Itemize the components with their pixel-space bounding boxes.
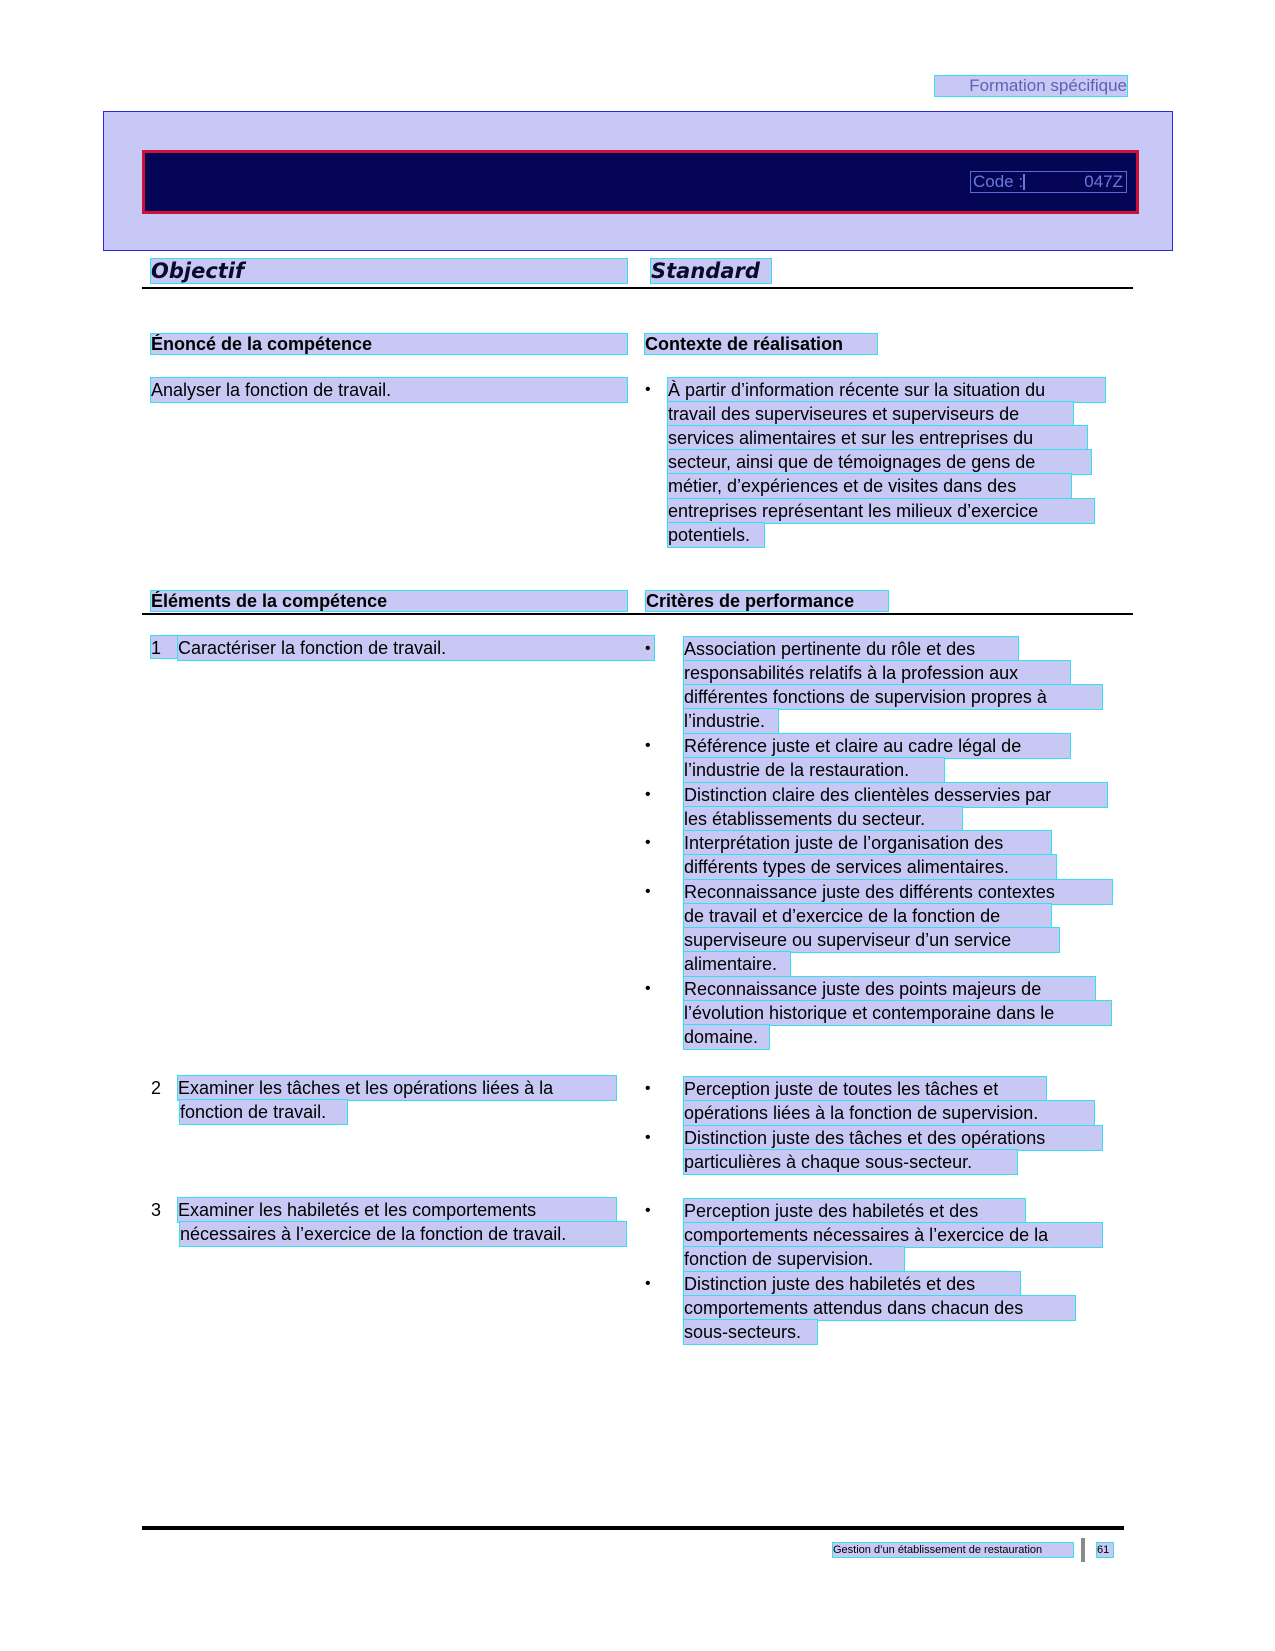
heading-contexte: Contexte de réalisation [645,334,877,354]
code-box [970,171,1127,193]
section-rule [142,613,1133,615]
heading-elements: Éléments de la compétence [151,591,627,611]
criterion-line: responsabilités relatifs à la profession aux [684,661,1070,685]
criterion-line: sous-secteurs. [684,1320,817,1344]
criterion-line: Interprétation juste de l’organisation des [684,831,1051,855]
criterion-line: fonction de supervision. [684,1247,904,1271]
criterion-bullet: • [645,1080,651,1097]
criterion-line: domaine. [684,1025,769,1049]
context-line: entreprises représentant les milieux d’exercice [668,499,1094,523]
footer-title: Gestion d’un établissement de restauration [833,1543,1073,1557]
footer-separator [1081,1538,1085,1562]
criterion-line: Association pertinente du rôle et des [684,637,1018,661]
footer-rule [142,1526,1124,1530]
context-bullet: • [645,381,651,398]
competence-statement: Analyser la fonction de travail. [151,378,627,402]
column-heading-objectif: Objectif [151,259,627,283]
criterion-line: opérations liées à la fonction de supervision. [684,1101,1094,1125]
criterion-line: superviseure ou superviseur d’un service [684,928,1059,952]
code-label: Code : [973,172,1024,191]
context-line: À partir d’information récente sur la situation du [668,378,1105,402]
page-number: 61 [1097,1543,1113,1557]
criterion-line: de travail et d’exercice de la fonction de [684,904,1051,928]
context-line: métier, d’expériences et de visites dans des [668,474,1071,498]
context-line: travail des superviseures et superviseurs de [668,402,1073,426]
element-text-line: Examiner les tâches et les opérations liées à la [178,1076,616,1100]
criterion-bullet: • [645,640,651,657]
criterion-line: Reconnaissance juste des différents contextes [684,880,1112,904]
code-separator [1023,174,1025,190]
context-line: services alimentaires et sur les entreprises du [668,426,1087,450]
criterion-bullet: • [645,883,651,900]
criterion-line: l’industrie. [684,709,778,733]
heading-enonce: Énoncé de la compétence [151,334,627,354]
criterion-line: Distinction claire des clientèles desservies par [684,783,1107,807]
criterion-line: comportements nécessaires à l’exercice de la [684,1223,1102,1247]
element-number: 2 [151,1078,162,1098]
element-number: 3 [151,1200,162,1220]
criterion-bullet: • [645,834,651,851]
criterion-line: comportements attendus dans chacun des [684,1296,1075,1320]
criterion-line: alimentaire. [684,952,790,976]
criterion-line: particulières à chaque sous-secteur. [684,1150,1017,1174]
context-line: potentiels. [668,523,764,547]
column-heading-standard: Standard [651,259,771,283]
criterion-line: Perception juste de toutes les tâches et [684,1077,1046,1101]
criterion-bullet: • [645,1275,651,1292]
element-text-line: Caractériser la fonction de travail. [178,636,654,660]
criterion-line: Perception juste des habiletés et des [684,1199,1025,1223]
running-header: Formation spécifique [935,76,1127,96]
element-number: 1 [151,638,162,658]
heading-criteres: Critères de performance [646,591,888,611]
code-value: 047Z [1084,172,1123,191]
criterion-line: Reconnaissance juste des points majeurs de [684,977,1095,1001]
element-text-line: nécessaires à l’exercice de la fonction de travail. [180,1222,626,1246]
criterion-line: Référence juste et claire au cadre légal de [684,734,1070,758]
criterion-line: les établissements du secteur. [684,807,962,831]
criterion-bullet: • [645,980,651,997]
criterion-line: Distinction juste des tâches et des opérations [684,1126,1102,1150]
context-line: secteur, ainsi que de témoignages de gens de [668,450,1091,474]
criterion-line: l’évolution historique et contemporaine dans le [684,1001,1111,1025]
criterion-line: différentes fonctions de supervision propres à [684,685,1102,709]
criterion-line: Distinction juste des habiletés et des [684,1272,1020,1296]
criterion-line: l’industrie de la restauration. [684,758,944,782]
element-text-line: Examiner les habiletés et les comportements [178,1198,616,1222]
criterion-line: différents types de services alimentaires. [684,855,1056,879]
criterion-bullet: • [645,786,651,803]
element-text-line: fonction de travail. [180,1100,347,1124]
criterion-bullet: • [645,1129,651,1146]
column-heading-rule [142,287,1133,289]
criterion-bullet: • [645,1202,651,1219]
criterion-bullet: • [645,737,651,754]
